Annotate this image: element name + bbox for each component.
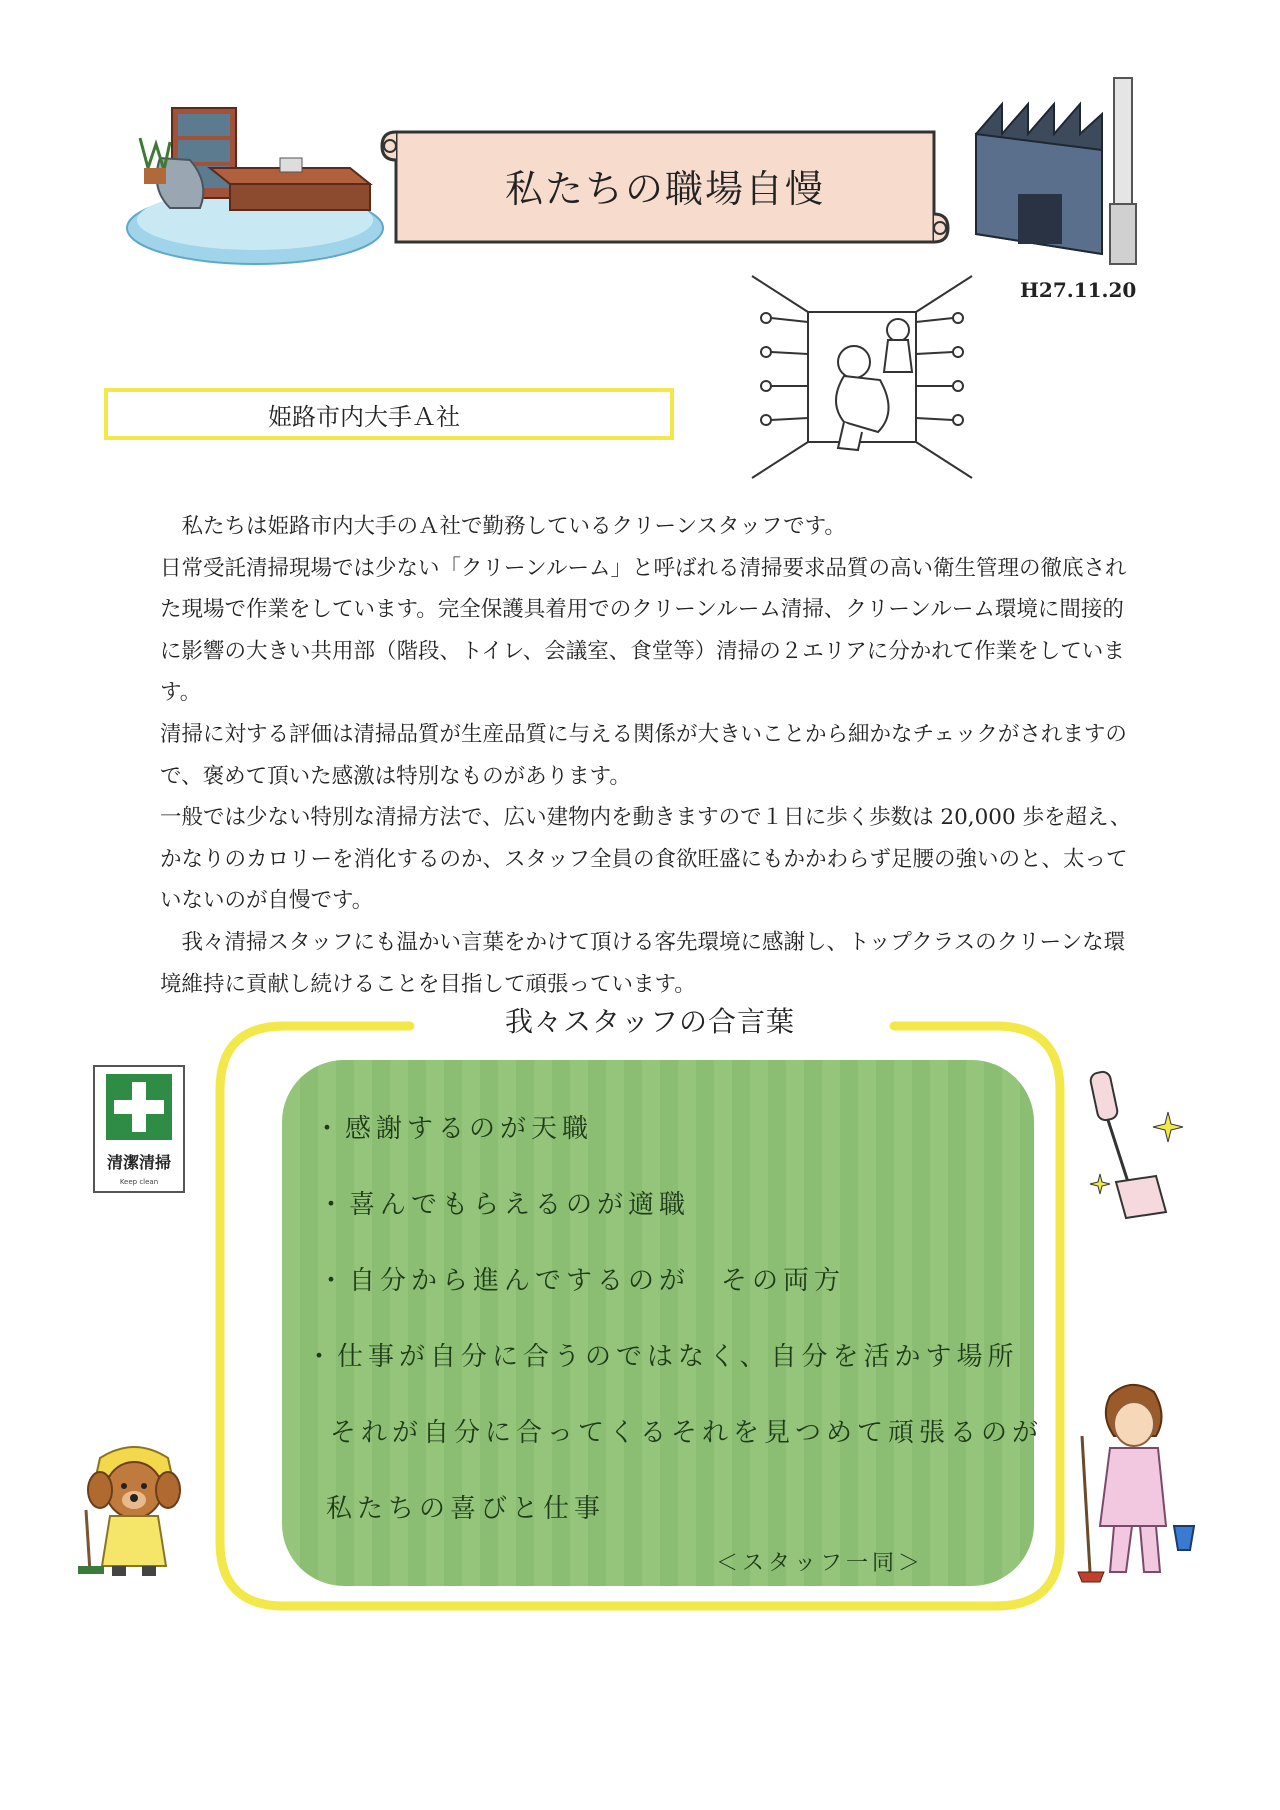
motto-line-6: 私たちの喜びと仕事 xyxy=(326,1494,606,1524)
paint-roller-illustration xyxy=(1086,1062,1186,1232)
keep-clean-sign-label: 清潔清掃 xyxy=(106,1153,172,1172)
motto-signature: ＜スタッフ一同＞ xyxy=(716,1551,925,1576)
paragraph-evaluation: 清掃に対する評価は清掃品質が生産品質に与える関係が大きいことから細かなチェックがされますので、褒めて頂いた感激は特別なものがあります。 xyxy=(160,721,1127,789)
company-name: 姫路市内大手Ａ社 xyxy=(268,402,460,431)
motto-heading: 我々スタッフの合言葉 xyxy=(504,1005,795,1038)
paragraph-work: 日常受託清掃現場では少ない「クリーンルーム」と呼ばれる清掃要求品質の高い衛生管理の徹底された現場で作業をしています。完全保護具着用でのクリーンルーム清掃、クリーンルーム環境に間接的に影響の大きい共用部（階段、トイレ、会議室、食堂等）清掃の２エリアに分かれて作業をしています。 xyxy=(160,555,1127,706)
motto-line-4: ・仕事が自分に合うのではなく、自分を活かす場所 xyxy=(306,1342,1019,1372)
paragraph-closing: 我々清掃スタッフにも温かい言葉をかけて頂ける客先環境に感謝し、トップクラスのクリーンな環境維持に貢献し続けることを目指して頑張っています。 xyxy=(160,929,1126,997)
date-label: H27.11.20 xyxy=(1020,278,1137,302)
keep-clean-sign xyxy=(92,1064,186,1194)
factory-illustration xyxy=(972,74,1152,274)
office-desk-illustration xyxy=(120,98,390,268)
dog-mascot-illustration xyxy=(72,1440,196,1580)
cleanroom-worker-illustration xyxy=(748,272,976,482)
page-title: 私たちの職場自慢 xyxy=(504,166,825,211)
motto-line-2: ・喜んでもらえるのが適職 xyxy=(318,1190,691,1220)
paragraph-intro: 私たちは姫路市内大手のＡ社で勤務しているクリーンスタッフです。 xyxy=(160,514,846,539)
paragraph-steps: 一般では少ない特別な清掃方法で、広い建物内を動きますので１日に歩く歩数は 20,000 歩を超え、かなりのカロリーを消化するのか、スタッフ全員の食欲旺盛にもかかわらず足腰の強いのと、太っていないのが自慢です。 xyxy=(160,805,1132,914)
keep-clean-sign-sublabel: Keep clean xyxy=(119,1178,159,1186)
motto-line-3: ・自分から進んでするのが その両方 xyxy=(318,1266,846,1296)
article-body xyxy=(160,506,1140,1005)
company-label-box xyxy=(104,388,674,440)
motto-line-1: ・感謝するのが天職 xyxy=(314,1114,594,1144)
motto-line-5: それが自分に合ってくるそれを見つめて頑張るのが xyxy=(330,1418,1044,1448)
cleaning-staff-woman-illustration xyxy=(1070,1376,1200,1586)
